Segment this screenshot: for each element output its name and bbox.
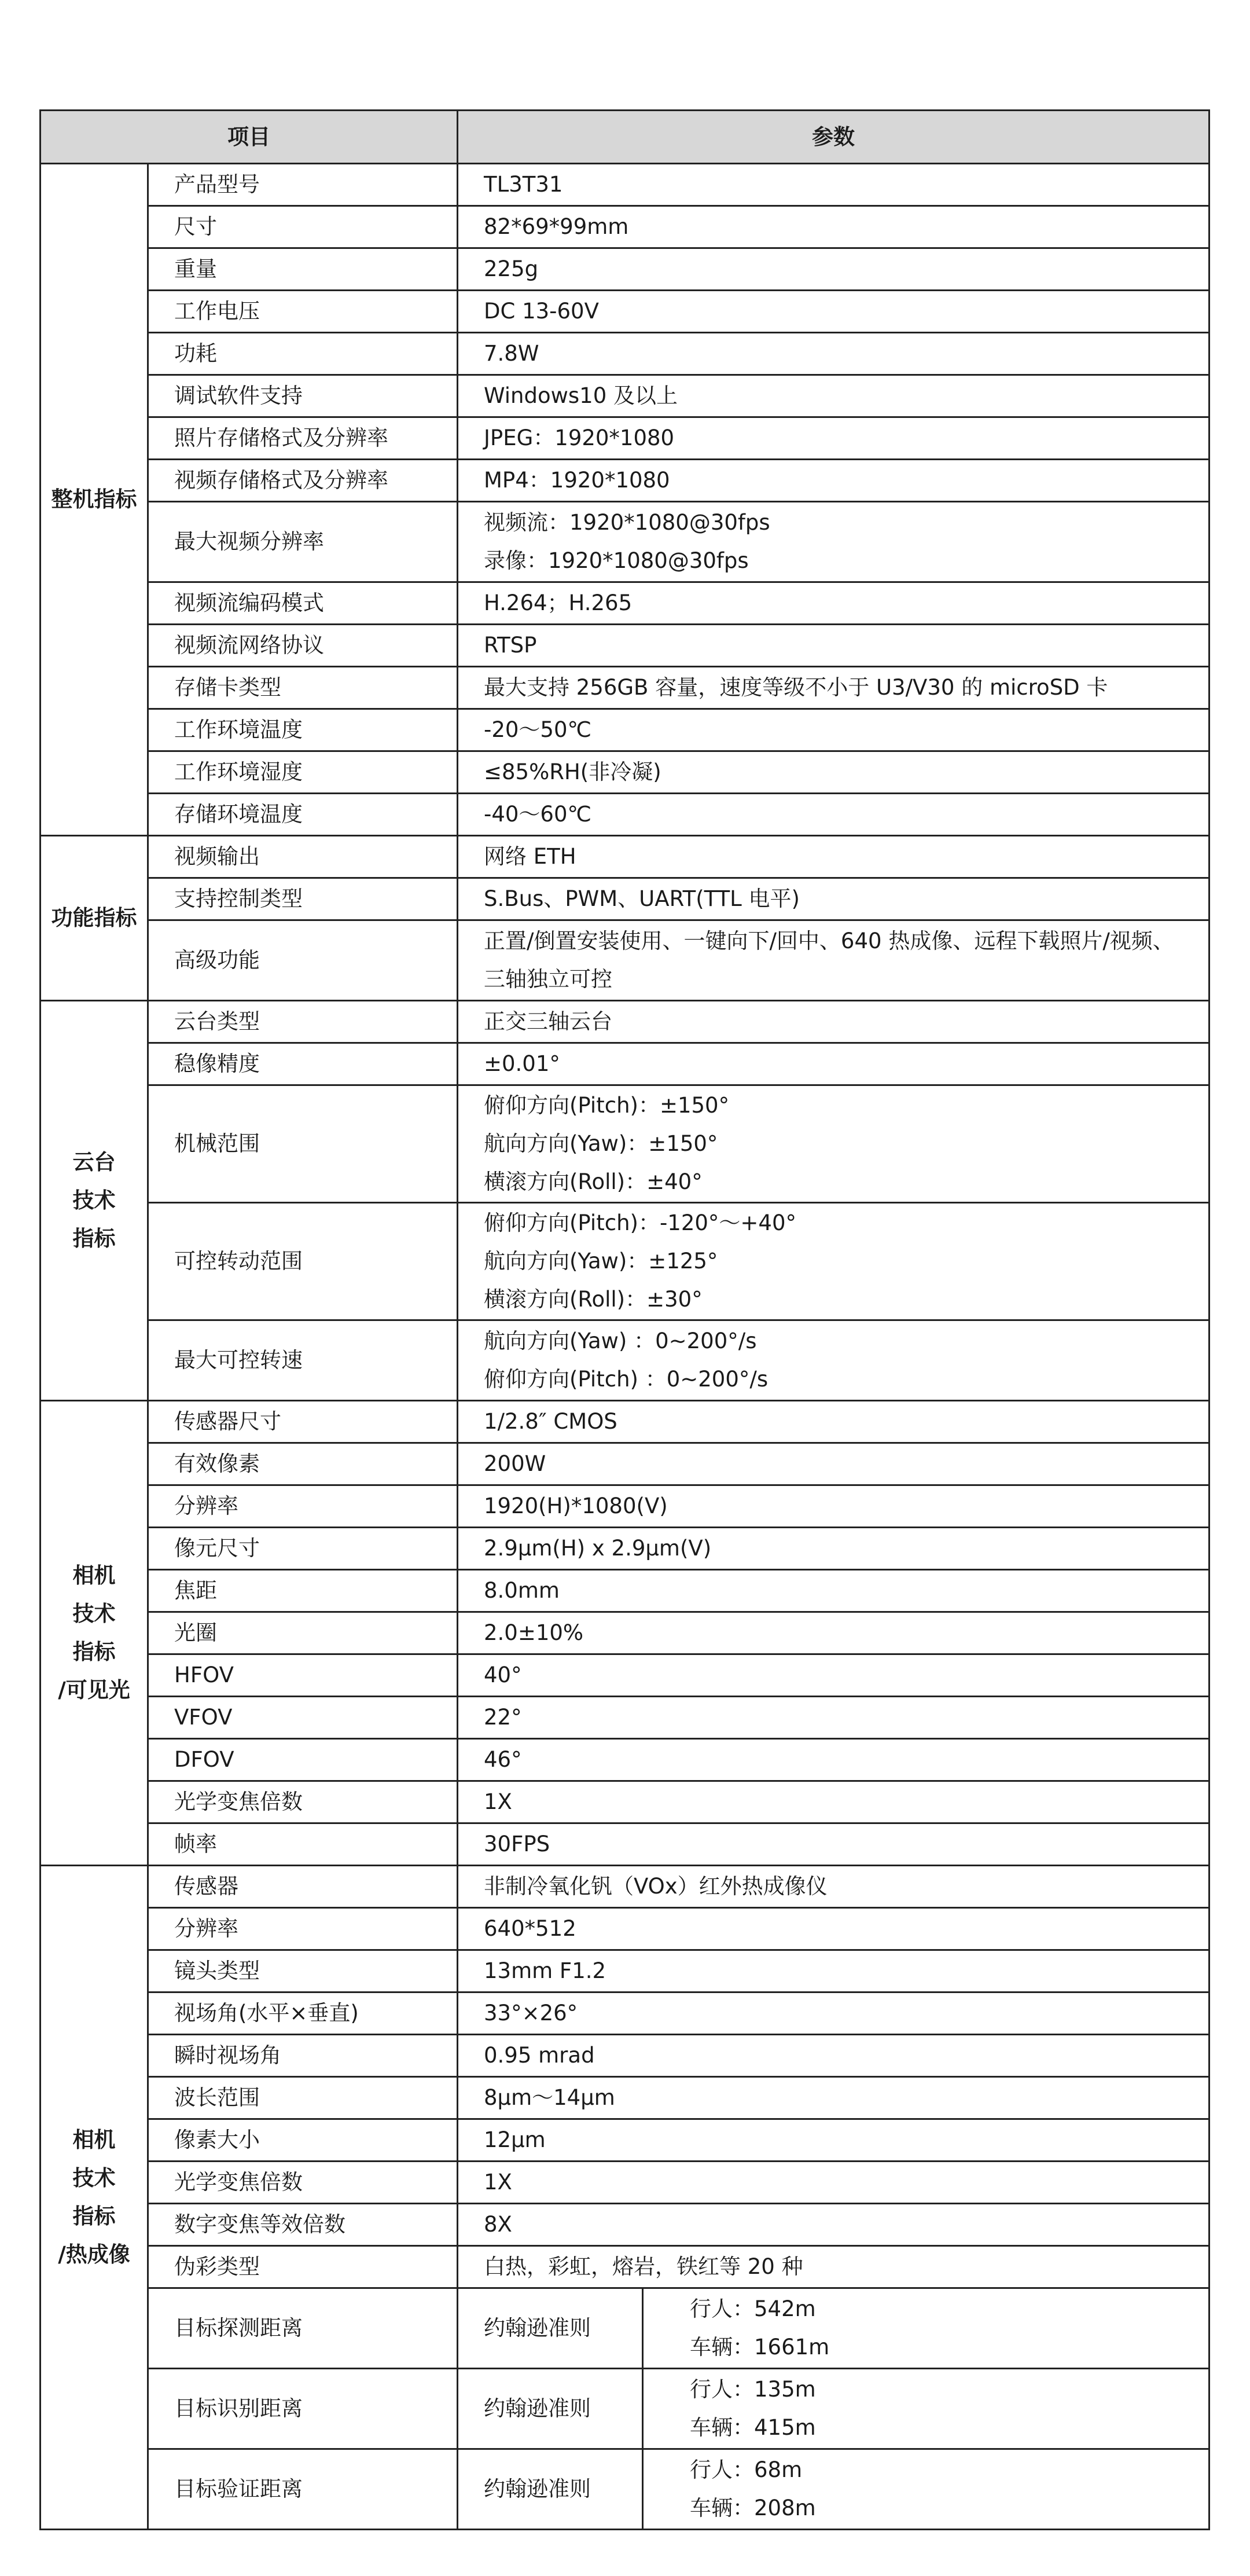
value-line: 正交三轴云台 bbox=[484, 1009, 612, 1034]
criteria-cell: 约翰逊准则 bbox=[458, 2449, 643, 2530]
table-row bbox=[41, 1570, 1209, 1612]
spec-table bbox=[39, 109, 1210, 2530]
item-label: 机械范围 bbox=[148, 1085, 458, 1203]
table-row bbox=[41, 2035, 1209, 2077]
value-cell bbox=[458, 1781, 1209, 1823]
item-label: 可控转动范围 bbox=[148, 1203, 458, 1320]
value-cell bbox=[458, 1085, 1209, 1203]
category-label: 功能指标 bbox=[51, 905, 137, 930]
table-row bbox=[41, 625, 1209, 667]
category-label: /可见光 bbox=[58, 1678, 130, 1702]
table-row bbox=[41, 1485, 1209, 1528]
category-label: 相机 bbox=[72, 2127, 116, 2152]
value-cell bbox=[458, 2204, 1209, 2246]
value-line: 航向方向(Yaw) ：0~200°/s bbox=[484, 1329, 757, 1353]
item-label: 视频流编码模式 bbox=[148, 582, 458, 625]
value-line: 非制冷氧化钒（VOx）红外热成像仪 bbox=[484, 1874, 828, 1899]
value-line: 8X bbox=[484, 2212, 512, 2237]
table-row bbox=[41, 2077, 1209, 2119]
value-cell bbox=[643, 2369, 1209, 2449]
item-label: HFOV bbox=[148, 1654, 458, 1697]
table-row bbox=[41, 460, 1209, 502]
value-cell bbox=[458, 1401, 1209, 1443]
table-row bbox=[41, 291, 1209, 333]
item-label: 像元尺寸 bbox=[148, 1528, 458, 1570]
item-label: 目标探测距离 bbox=[148, 2288, 458, 2369]
value-cell bbox=[458, 1823, 1209, 1866]
value-line: 航向方向(Yaw)：±125° bbox=[484, 1249, 718, 1274]
value-cell bbox=[458, 2077, 1209, 2119]
value-line: 横滚方向(Roll)：±40° bbox=[484, 1169, 703, 1194]
value-cell bbox=[458, 1697, 1209, 1739]
value-line: 车辆：415m bbox=[690, 2415, 816, 2440]
category-label: 相机 bbox=[72, 1563, 116, 1588]
value-line: 俯仰方向(Pitch)：±150° bbox=[484, 1093, 730, 1118]
item-label: 像素大小 bbox=[148, 2119, 458, 2162]
spec-body bbox=[41, 164, 1209, 2530]
value-cell bbox=[458, 1654, 1209, 1697]
category-cell bbox=[41, 1866, 148, 2530]
header-item: 项目 bbox=[41, 111, 458, 164]
item-label: 目标识别距离 bbox=[148, 2369, 458, 2449]
value-line: 200W bbox=[484, 1451, 546, 1476]
value-cell bbox=[458, 1203, 1209, 1320]
value-line: 225g bbox=[484, 256, 539, 281]
item-label: 光学变焦倍数 bbox=[148, 2162, 458, 2204]
value-cell bbox=[458, 2162, 1209, 2204]
table-row bbox=[41, 1781, 1209, 1823]
item-label: 尺寸 bbox=[148, 206, 458, 248]
criteria-cell: 约翰逊准则 bbox=[458, 2288, 643, 2369]
table-row bbox=[41, 206, 1209, 248]
item-label: 最大可控转速 bbox=[148, 1320, 458, 1401]
item-label: 云台类型 bbox=[148, 1001, 458, 1043]
table-row bbox=[41, 1043, 1209, 1085]
value-cell bbox=[458, 1866, 1209, 1908]
value-line: 1920(H)*1080(V) bbox=[484, 1494, 668, 1518]
table-row bbox=[41, 2369, 1209, 2449]
table-row bbox=[41, 1612, 1209, 1654]
table-row bbox=[41, 502, 1209, 582]
category-label: 整机指标 bbox=[51, 487, 137, 512]
table-row bbox=[41, 1085, 1209, 1203]
value-cell bbox=[458, 460, 1209, 502]
table-row bbox=[41, 2246, 1209, 2288]
table-row bbox=[41, 164, 1209, 206]
header-param: 参数 bbox=[458, 111, 1209, 164]
item-label: 波长范围 bbox=[148, 2077, 458, 2119]
value-line: 640*512 bbox=[484, 1916, 576, 1941]
value-line: 1X bbox=[484, 1789, 512, 1814]
value-line: 0.95 mrad bbox=[484, 2043, 595, 2068]
value-cell bbox=[643, 2288, 1209, 2369]
value-cell bbox=[458, 248, 1209, 291]
value-line: S.Bus、PWM、UART(TTL 电平) bbox=[484, 886, 800, 911]
value-line: 俯仰方向(Pitch) ：0~200°/s bbox=[484, 1367, 769, 1392]
category-label: 指标 bbox=[72, 2204, 116, 2229]
value-cell bbox=[458, 2246, 1209, 2288]
category-cell bbox=[41, 836, 148, 1001]
table-row bbox=[41, 878, 1209, 920]
value-cell bbox=[458, 1320, 1209, 1401]
table-row bbox=[41, 709, 1209, 751]
value-cell bbox=[458, 1485, 1209, 1528]
item-label: 工作电压 bbox=[148, 291, 458, 333]
value-line: 7.8W bbox=[484, 341, 539, 366]
value-cell bbox=[458, 751, 1209, 794]
category-label: 技术 bbox=[72, 1601, 116, 1626]
item-label: 分辨率 bbox=[148, 1908, 458, 1950]
value-line: 白热，彩虹，熔岩，铁红等 20 种 bbox=[484, 2254, 803, 2279]
value-line: JPEG：1920*1080 bbox=[484, 425, 675, 450]
value-line: 行人：68m bbox=[690, 2457, 803, 2482]
item-label: 产品型号 bbox=[148, 164, 458, 206]
value-cell bbox=[458, 1908, 1209, 1950]
table-row bbox=[41, 1908, 1209, 1950]
value-cell bbox=[458, 709, 1209, 751]
table-row bbox=[41, 1739, 1209, 1781]
item-label: 数字变焦等效倍数 bbox=[148, 2204, 458, 2246]
item-label: 视频存储格式及分辨率 bbox=[148, 460, 458, 502]
value-line: 横滚方向(Roll)：±30° bbox=[484, 1287, 703, 1312]
table-row bbox=[41, 920, 1209, 1001]
value-line: 33°×26° bbox=[484, 2001, 578, 2025]
value-cell bbox=[458, 794, 1209, 836]
value-line: 8.0mm bbox=[484, 1578, 560, 1603]
value-line: 三轴独立可控 bbox=[484, 967, 612, 992]
item-label: 目标验证距离 bbox=[148, 2449, 458, 2530]
value-line: 行人：135m bbox=[690, 2377, 816, 2402]
table-row bbox=[41, 667, 1209, 709]
criteria-cell: 约翰逊准则 bbox=[458, 2369, 643, 2449]
value-line: 俯仰方向(Pitch)：-120°～+40° bbox=[484, 1210, 797, 1235]
table-row bbox=[41, 1203, 1209, 1320]
category-label: 云台 bbox=[72, 1150, 116, 1175]
value-line: H.264；H.265 bbox=[484, 590, 633, 615]
table-row bbox=[41, 2449, 1209, 2530]
table-row bbox=[41, 417, 1209, 460]
table-row bbox=[41, 582, 1209, 625]
value-line: 1X bbox=[484, 2170, 512, 2195]
table-row bbox=[41, 2204, 1209, 2246]
item-label: 功耗 bbox=[148, 333, 458, 375]
category-label: 技术 bbox=[72, 2166, 116, 2190]
value-line: ≤85%RH(非冷凝) bbox=[484, 759, 661, 784]
category-label: 指标 bbox=[72, 1226, 116, 1251]
value-cell bbox=[458, 1528, 1209, 1570]
value-cell bbox=[458, 1043, 1209, 1085]
table-row bbox=[41, 1823, 1209, 1866]
value-cell bbox=[458, 1992, 1209, 2035]
value-cell bbox=[458, 333, 1209, 375]
table-row bbox=[41, 751, 1209, 794]
item-label: 帧率 bbox=[148, 1823, 458, 1866]
value-line: TL3T31 bbox=[484, 172, 563, 197]
value-line: 车辆：1661m bbox=[690, 2335, 830, 2360]
table-row bbox=[41, 1401, 1209, 1443]
value-cell bbox=[458, 502, 1209, 582]
item-label: 传感器尺寸 bbox=[148, 1401, 458, 1443]
item-label: 高级功能 bbox=[148, 920, 458, 1001]
value-cell bbox=[458, 1001, 1209, 1043]
table-row bbox=[41, 1443, 1209, 1485]
item-label: 有效像素 bbox=[148, 1443, 458, 1485]
value-cell bbox=[458, 625, 1209, 667]
value-cell bbox=[643, 2449, 1209, 2530]
value-cell bbox=[458, 878, 1209, 920]
item-label: DFOV bbox=[148, 1739, 458, 1781]
table-row bbox=[41, 1866, 1209, 1908]
category-cell bbox=[41, 164, 148, 836]
value-line: 行人：542m bbox=[690, 2296, 816, 2321]
category-label: /热成像 bbox=[58, 2242, 130, 2267]
table-row bbox=[41, 794, 1209, 836]
table-row bbox=[41, 1992, 1209, 2035]
value-cell bbox=[458, 1570, 1209, 1612]
value-line: 航向方向(Yaw)：±150° bbox=[484, 1131, 718, 1156]
value-cell bbox=[458, 667, 1209, 709]
value-line: 13mm F1.2 bbox=[484, 1958, 606, 1983]
table-row bbox=[41, 1528, 1209, 1570]
table-row bbox=[41, 1654, 1209, 1697]
category-label: 技术 bbox=[72, 1188, 116, 1213]
table-row bbox=[41, 1950, 1209, 1992]
item-label: 镜头类型 bbox=[148, 1950, 458, 1992]
value-cell bbox=[458, 1443, 1209, 1485]
item-label: 照片存储格式及分辨率 bbox=[148, 417, 458, 460]
value-line: 视频流：1920*1080@30fps bbox=[484, 510, 770, 535]
table-row bbox=[41, 2162, 1209, 2204]
item-label: 视场角(水平×垂直) bbox=[148, 1992, 458, 2035]
value-cell bbox=[458, 836, 1209, 878]
value-line: 网络 ETH bbox=[484, 844, 576, 869]
value-line: 46° bbox=[484, 1747, 522, 1772]
value-cell bbox=[458, 206, 1209, 248]
value-line: 正置/倒置安装使用、一键向下/回中、640 热成像、远程下载照片/视频、 bbox=[484, 929, 1174, 953]
category-label: 指标 bbox=[72, 1639, 116, 1664]
value-line: MP4：1920*1080 bbox=[484, 468, 670, 493]
category-cell bbox=[41, 1001, 148, 1401]
value-line: 22° bbox=[484, 1705, 522, 1730]
value-line: 车辆：208m bbox=[690, 2496, 816, 2520]
value-cell bbox=[458, 291, 1209, 333]
item-label: 存储环境温度 bbox=[148, 794, 458, 836]
value-line: ±0.01° bbox=[484, 1051, 560, 1076]
value-cell bbox=[458, 582, 1209, 625]
value-line: Windows10 及以上 bbox=[484, 383, 678, 408]
value-line: 2.0±10% bbox=[484, 1620, 584, 1645]
table-row bbox=[41, 836, 1209, 878]
value-cell bbox=[458, 2035, 1209, 2077]
value-cell bbox=[458, 1612, 1209, 1654]
item-label: 稳像精度 bbox=[148, 1043, 458, 1085]
table-row bbox=[41, 333, 1209, 375]
item-label: 传感器 bbox=[148, 1866, 458, 1908]
value-line: 40° bbox=[484, 1663, 522, 1687]
value-line: -40～60℃ bbox=[484, 802, 592, 827]
table-row bbox=[41, 2119, 1209, 2162]
item-label: 工作环境温度 bbox=[148, 709, 458, 751]
table-row bbox=[41, 248, 1209, 291]
value-cell bbox=[458, 164, 1209, 206]
value-line: 30FPS bbox=[484, 1832, 550, 1856]
item-label: 分辨率 bbox=[148, 1485, 458, 1528]
value-line: 12μm bbox=[484, 2127, 546, 2152]
item-label: 调试软件支持 bbox=[148, 375, 458, 417]
item-label: 视频流网络协议 bbox=[148, 625, 458, 667]
value-cell bbox=[458, 375, 1209, 417]
item-label: 焦距 bbox=[148, 1570, 458, 1612]
value-cell bbox=[458, 417, 1209, 460]
item-label: 视频输出 bbox=[148, 836, 458, 878]
table-row bbox=[41, 375, 1209, 417]
value-line: -20～50℃ bbox=[484, 717, 592, 742]
category-cell bbox=[41, 1401, 148, 1866]
value-line: 1/2.8″ CMOS bbox=[484, 1409, 617, 1434]
table-row bbox=[41, 2288, 1209, 2369]
value-line: DC 13-60V bbox=[484, 299, 599, 324]
value-line: RTSP bbox=[484, 633, 537, 658]
item-label: 瞬时视场角 bbox=[148, 2035, 458, 2077]
item-label: 最大视频分辨率 bbox=[148, 502, 458, 582]
value-line: 最大支持 256GB 容量，速度等级不小于 U3/V30 的 microSD 卡 bbox=[484, 675, 1108, 700]
value-cell bbox=[458, 920, 1209, 1001]
value-cell bbox=[458, 1739, 1209, 1781]
item-label: 重量 bbox=[148, 248, 458, 291]
table-row bbox=[41, 1697, 1209, 1739]
table-row bbox=[41, 1320, 1209, 1401]
item-label: VFOV bbox=[148, 1697, 458, 1739]
value-line: 录像：1920*1080@30fps bbox=[484, 548, 749, 573]
table-row bbox=[41, 1001, 1209, 1043]
item-label: 工作环境湿度 bbox=[148, 751, 458, 794]
value-line: 82*69*99mm bbox=[484, 214, 629, 239]
value-cell bbox=[458, 1950, 1209, 1992]
item-label: 光学变焦倍数 bbox=[148, 1781, 458, 1823]
value-line: 8μm～14μm bbox=[484, 2085, 615, 2110]
item-label: 光圈 bbox=[148, 1612, 458, 1654]
value-line: 2.9μm(H) x 2.9μm(V) bbox=[484, 1536, 712, 1561]
item-label: 支持控制类型 bbox=[148, 878, 458, 920]
value-cell bbox=[458, 2119, 1209, 2162]
table-header-row bbox=[41, 111, 1209, 164]
item-label: 存储卡类型 bbox=[148, 667, 458, 709]
item-label: 伪彩类型 bbox=[148, 2246, 458, 2288]
